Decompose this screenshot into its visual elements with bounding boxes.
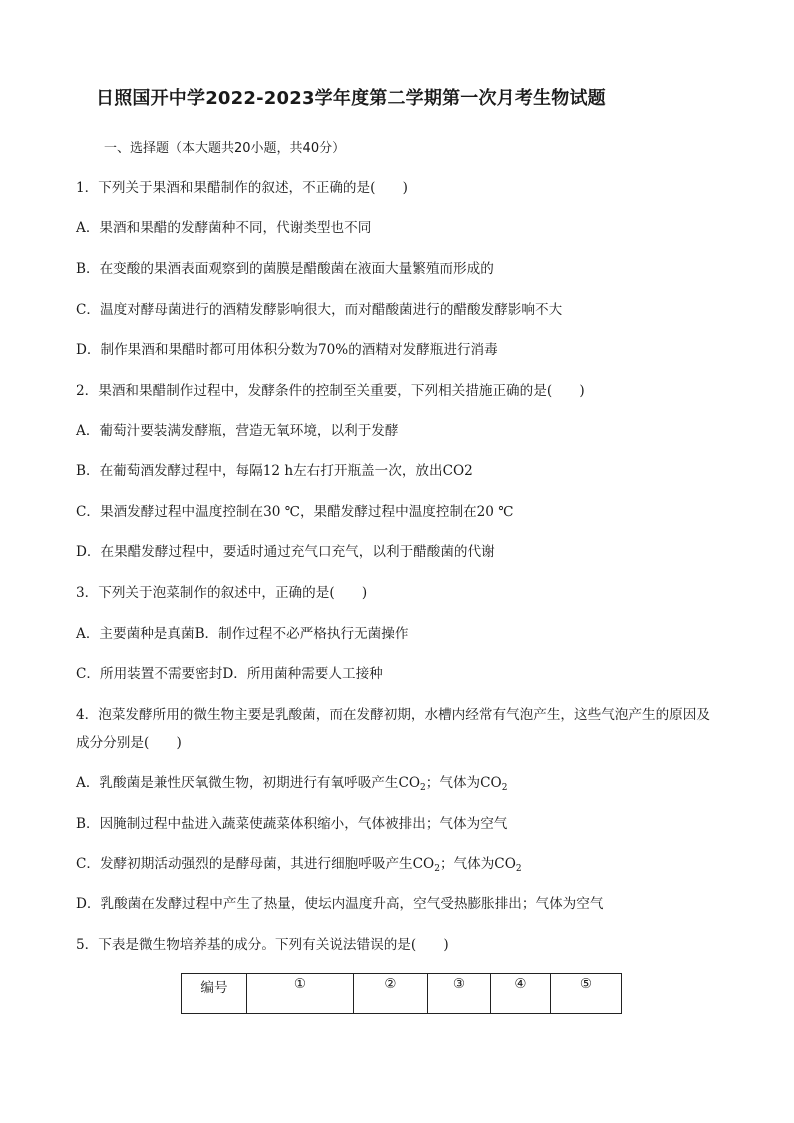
q4-stem-line1: 4．泡菜发酵所用的微生物主要是乳酸菌，而在发酵初期，水槽内经常有气泡产生，这些气泡产生的原因及	[76, 707, 710, 723]
table-header-cell: ③	[428, 974, 491, 1014]
table-header-cell: ④	[491, 974, 551, 1014]
subscript: 2	[515, 864, 522, 874]
q3-stem: 3．下列关于泡菜制作的叙述中，正确的是( )	[76, 585, 368, 601]
q4-stem-line2: 成分分别是( )	[76, 735, 182, 751]
q5-stem: 5．下表是微生物培养基的成分。下列有关说法错误的是( )	[76, 937, 449, 953]
table-header-cell: ①	[247, 974, 354, 1014]
q4-option-d: D．乳酸菌在发酵过程中产生了热量，使坛内温度升高，空气受热膨胀排出；气体为空气	[76, 896, 604, 912]
q2-stem: 2．果酒和果醋制作过程中，发酵条件的控制至关重要，下列相关措施正确的是( )	[76, 383, 585, 399]
q4-option-a-text-2: ；气体为CO	[425, 775, 502, 791]
q2-option-c: C．果酒发酵过程中温度控制在30 ℃，果醋发酵过程中温度控制在20 ℃	[76, 504, 514, 520]
media-table	[181, 973, 622, 1014]
section-heading: 一、选择题（本大题共20小题，共40分）	[104, 141, 346, 156]
q1-option-d: D．制作果酒和果醋时都可用体积分数为70%的酒精对发酵瓶进行消毒	[76, 342, 498, 358]
q4-option-c-text: C．发酵初期活动强烈的是酵母菌，其进行细胞呼吸产生CO	[76, 856, 435, 872]
q1-option-b: B．在变酸的果酒表面观察到的菌膜是醋酸菌在液面大量繁殖而形成的	[76, 261, 494, 277]
q2-option-b: B．在葡萄酒发酵过程中，每隔12 h左右打开瓶盖一次，放出CO2	[76, 463, 473, 479]
q3-options-ab: A．主要菌种是真菌B．制作过程不必严格执行无菌操作	[76, 626, 409, 642]
q1-option-a: A．果酒和果醋的发酵菌种不同，代谢类型也不同	[76, 220, 372, 236]
q2-option-a: A．葡萄汁要装满发酵瓶，营造无氧环境，以利于发酵	[76, 423, 399, 439]
subscript: 2	[420, 783, 426, 793]
subscript: 2	[434, 864, 440, 874]
q2-option-d: D．在果醋发酵过程中，要适时通过充气口充气，以利于醋酸菌的代谢	[76, 544, 495, 560]
page-title: 日照国开中学2022-2023学年度第二学期第一次月考生物试题	[96, 88, 606, 109]
q4-option-a	[76, 771, 507, 793]
table-header-cell: ②	[354, 974, 428, 1014]
q4-option-c-text-2: ；气体为CO	[439, 856, 516, 872]
table-row	[182, 974, 622, 1014]
q3-options-cd: C．所用装置不需要密封D．所用菌种需要人工接种	[76, 666, 383, 682]
q4-option-c	[76, 852, 522, 874]
q1-option-c: C．温度对酵母菌进行的酒精发酵影响很大，而对醋酸菌进行的醋酸发酵影响不大	[76, 302, 563, 318]
q4-option-a-text: A．乳酸菌是兼性厌氧微生物，初期进行有氧呼吸产生CO	[76, 775, 421, 791]
table-header-cell: 编号	[182, 974, 247, 1014]
q1-stem: 1．下列关于果酒和果醋制作的叙述，不正确的是( )	[76, 180, 408, 196]
subscript: 2	[501, 783, 508, 793]
q4-option-b: B．因腌制过程中盐进入蔬菜使蔬菜体积缩小，气体被排出；气体为空气	[76, 816, 508, 832]
table-header-cell: ⑤	[551, 974, 622, 1014]
